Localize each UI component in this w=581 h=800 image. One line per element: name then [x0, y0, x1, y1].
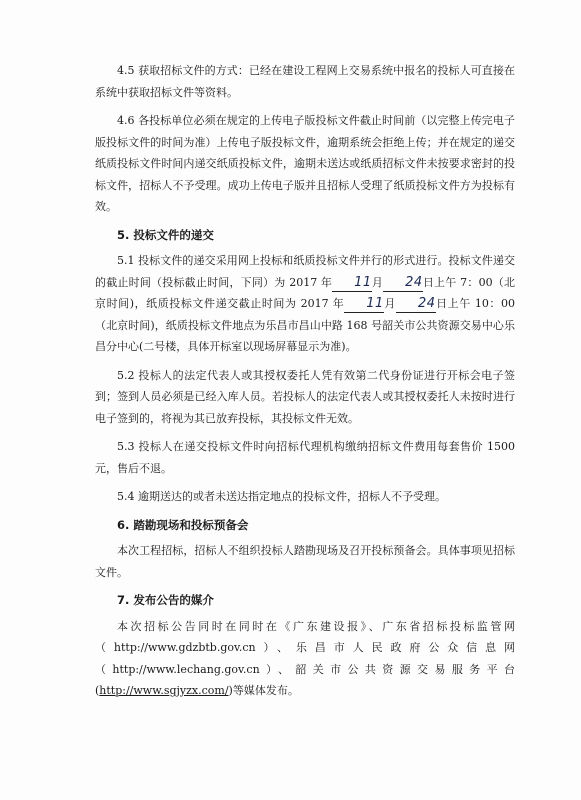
month-char-1: 月 [371, 275, 384, 289]
handwritten-month-2: 11 [344, 296, 384, 313]
document-body [95, 60, 515, 709]
month-char-2: 月 [383, 297, 396, 310]
paragraph-7-part-a: 本次招标公告同时在同时在《广东建设报》、广东省招标投标监管网（http://www.gdzbtb.gov.cn）、乐昌市人民政府公众信息网（http://www.lechang.gov.cn）、韶关市公共资源交易服务平台( [95, 619, 515, 697]
paragraph-6: 本次工程招标，招标人不组织投标人踏勘现场及召开投标预备会。具体事项见招标文件。 [95, 544, 515, 579]
handwritten-day-2: 24 [396, 296, 436, 313]
sgjyzx-link[interactable]: http://www.sgjyzx.com/ [99, 684, 229, 697]
paragraph-5-1-part-c: 日上午 7：00（北京时间)，纸质投标文件递交截止时间为 2017 年 [95, 275, 515, 310]
paragraph-5-2: 5.2 投标人的法定代表人或其授权委托人凭有效第二代身份证进行开标会电子签到；签到人员必须是已经入库人员。若投标人的法定代表人或其授权委托人未按时进行电子签到的，将视为其已放弃投标，其投标文件无效。 [95, 368, 515, 425]
paragraph-7-part-b: )等媒体发布。 [228, 684, 299, 697]
handwritten-day-1: 24 [383, 275, 423, 292]
paragraph-5-4: 5.4 逾期送达的或者未送达指定地点的投标文件，招标人不予受理。 [117, 490, 446, 503]
paragraph-5-1-part-f: 日上午 10：00（北京时间)，纸质投标文件地点为乐昌市昌山中路 168 号韶关市公共资源交易中心乐昌分中心(二号楼，具体开标室以现场屏幕显示为准)。 [95, 297, 516, 353]
handwritten-month-1: 11 [332, 275, 372, 292]
paragraph-4-5: 4.5 获取招标文件的方式：已经在建设工程网上交易系统中报名的投标人可直接在系统中获取招标文件等资料。 [95, 64, 515, 99]
paragraph-5-3: 5.3 投标人在递交投标文件时向招标代理机构缴纳招标文件费用每套售价 1500 元，售后不退。 [95, 440, 515, 475]
paragraph-4-6: 4.6 各投标单位必须在规定的上传电子版投标文件截止时间前（以完整上传完电子版投标文件的时间为准）上传电子版投标文件，逾期系统会拒绝上传；并在规定的递交纸质投标文件时间内递交纸质投标文件，逾期未送达或纸质招标文件未按要求密封的投标文件，招标人不予受理。成功上传电子版并且招标人受理了纸质投标文件方为投标有效。 [95, 114, 515, 213]
paragraph-5-1-part-a: 5.1 投标文件的递交采用网上投标和纸质投标文件并行的形式进行。投标文件递交的截止时间（投标截止时间，下同）为 2017 年 [95, 254, 515, 289]
section-7-heading: 7. 发布公告的媒介 [117, 593, 214, 607]
section-6-heading: 6. 踏勘现场和投标预备会 [117, 517, 249, 532]
paragraph-7 [95, 616, 515, 702]
section-5-heading: 5. 投标文件的递交 [117, 227, 214, 242]
paragraph-5-1 [95, 250, 515, 358]
